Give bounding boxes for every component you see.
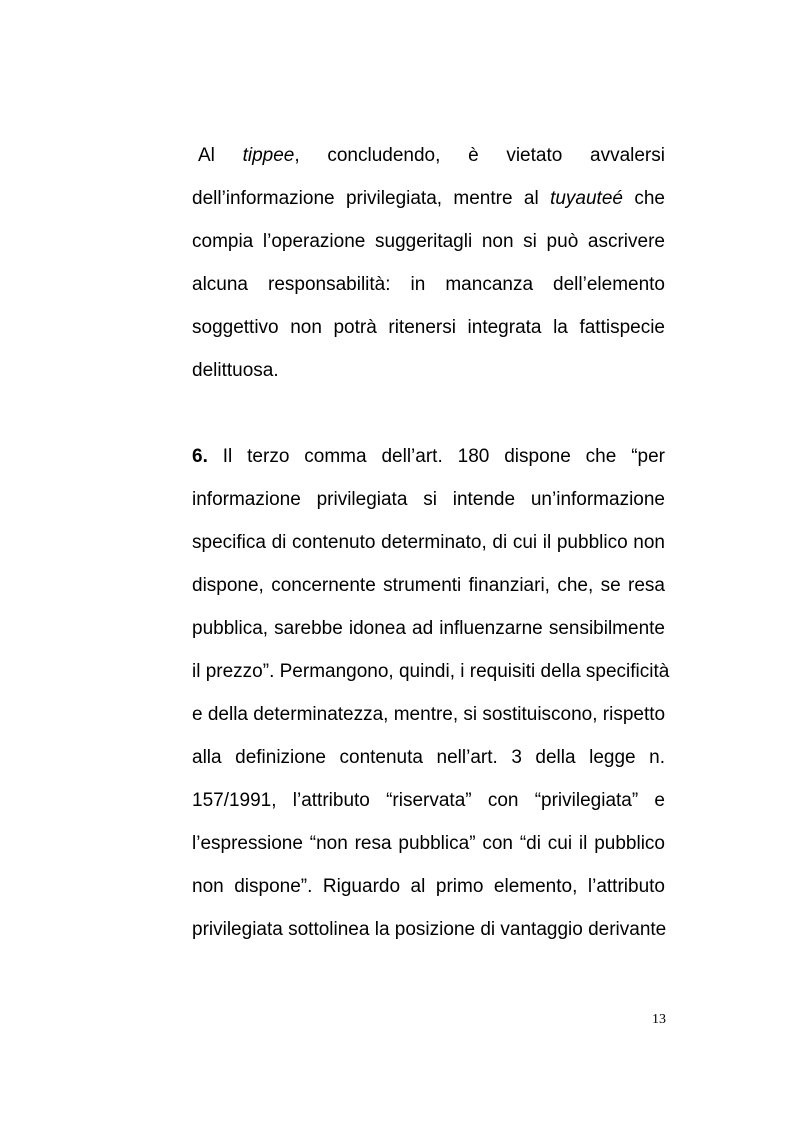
text-run: informazione privilegiata si intende un’informazione (192, 489, 665, 510)
text-run: e della determinatezza, mentre, si sostituiscono, rispetto (192, 704, 666, 725)
italic-term: tuyauteé (550, 188, 623, 209)
text-run: delittuosa. (192, 360, 279, 381)
text-run: l’espressione “non resa pubblica” con “di cui il pubblico (192, 833, 665, 854)
text-line (192, 876, 665, 898)
text-run: soggettivo non potrà ritenersi integrata la fattispecie (192, 317, 665, 338)
text-run: specifica di contenuto determinato, di cui il pubblico non (192, 532, 665, 553)
text-run: , concludendo, è vietato avvalersi (294, 145, 665, 166)
italic-term: tippee (242, 145, 295, 166)
text-line (192, 618, 665, 640)
section-number: 6. (192, 446, 208, 467)
text-line (192, 833, 665, 855)
text-line (192, 661, 670, 683)
text-run: non dispone”. Riguardo al primo elemento, l’attributo (192, 876, 665, 897)
text-line (192, 446, 665, 468)
text-line (198, 145, 665, 167)
text-line (192, 317, 665, 339)
text-line (192, 704, 665, 726)
text-line (192, 919, 665, 941)
text-run: che (622, 188, 665, 209)
text-run: privilegiata sottolinea la posizione di vantaggio derivante (192, 919, 667, 940)
text-line (192, 489, 665, 511)
page-number: 13 (652, 1012, 666, 1027)
text-line (192, 360, 665, 382)
text-line (192, 231, 665, 253)
text-run: il prezzo”. Permangono, quindi, i requisiti della specificità (192, 661, 670, 682)
text-run: 157/1991, l’attributo “riservata” con “privilegiata” e (192, 790, 665, 811)
text-run: alcuna responsabilità: in mancanza dell’elemento (192, 274, 665, 295)
text-line (192, 188, 665, 210)
text-line (192, 575, 665, 597)
text-run: dell’informazione privilegiata, mentre al (192, 188, 551, 209)
text-run: Al (198, 145, 243, 166)
text-run: dispone, concernente strumenti finanziari, che, se resa (192, 575, 665, 596)
text-line (192, 532, 665, 554)
text-run: pubblica, sarebbe idonea ad influenzarne sensibilmente (192, 618, 665, 639)
text-line (192, 747, 665, 769)
text-run: compia l’operazione suggeritagli non si può ascrivere (192, 231, 665, 252)
text-line (192, 274, 665, 296)
text-line (192, 790, 665, 812)
text-run: alla definizione contenuta nell’art. 3 della legge n. (192, 747, 665, 768)
text-run: Il terzo comma dell’art. 180 dispone che “per (207, 446, 665, 467)
